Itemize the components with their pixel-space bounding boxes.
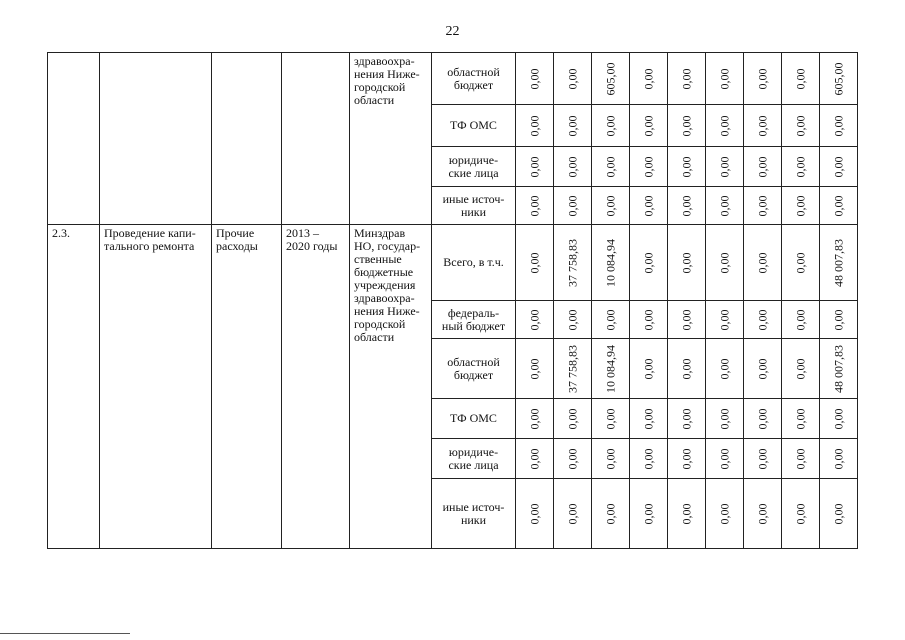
funding-source-cell [432,399,516,439]
value-text: 0,00 [793,195,807,216]
value-cell [630,439,668,479]
value-text: 0,00 [679,115,693,136]
funding-source-label: ские лица [448,457,499,472]
value-text: 0,00 [717,448,731,469]
executor-cell-line: области [354,330,395,344]
value-text: 0,00 [565,68,579,89]
value-text: 0,00 [565,156,579,177]
value-text: 0,00 [755,503,769,524]
value-cell [782,187,820,225]
value-text: 0,00 [755,309,769,330]
value-text: 0,00 [679,68,693,89]
item-name-cell-line: тального ремонта [104,239,195,253]
value-text: 0,00 [793,358,807,379]
value-cell [592,479,630,549]
value-text: 0,00 [603,503,617,524]
executor-cell-line: здравоохра- [354,291,415,305]
value-text: 0,00 [755,448,769,469]
value-text: 0,00 [831,309,845,330]
value-text: 0,00 [527,309,541,330]
funding-source-cell [432,479,516,549]
executor-cell-line: области [354,93,395,107]
item-category-cell-line: расходы [216,239,258,253]
funding-source-cell [432,225,516,301]
value-text: 0,00 [831,195,845,216]
value-cell [782,479,820,549]
value-cell [668,105,706,147]
item-period-cell-line: 2020 годы [286,239,338,253]
value-cell [782,439,820,479]
value-cell [820,399,858,439]
value-text: 0,00 [565,195,579,216]
value-text: 0,00 [793,252,807,273]
value-cell [820,187,858,225]
executor-cell-line: нения Ниже- [354,67,420,81]
value-cell [554,53,592,105]
value-text: 0,00 [527,408,541,429]
value-text: 0,00 [603,408,617,429]
footer-line [0,633,130,634]
value-cell [744,301,782,339]
value-cell [592,105,630,147]
value-cell [706,187,744,225]
value-text: 0,00 [717,156,731,177]
value-text: 0,00 [793,156,807,177]
value-cell [820,105,858,147]
value-cell [554,339,592,399]
funding-source-cell [432,301,516,339]
value-cell [516,301,554,339]
value-cell [706,301,744,339]
value-cell [706,147,744,187]
funding-source-label: областной [447,354,500,369]
value-text: 0,00 [527,358,541,379]
value-text: 0,00 [717,309,731,330]
value-cell [516,187,554,225]
value-cell [554,105,592,147]
item-name-cell-line: Проведение капи- [104,226,196,240]
value-cell [554,399,592,439]
value-text: 0,00 [679,358,693,379]
executor-cell [350,225,432,549]
value-cell [554,147,592,187]
value-text: 0,00 [527,448,541,469]
table-row [48,53,858,105]
item-number-cell-line: 2.3. [52,226,70,240]
value-text: 0,00 [793,309,807,330]
value-text: 0,00 [679,195,693,216]
category-cell-empty [212,53,282,225]
value-cell [744,339,782,399]
executor-cell-line: городской [354,317,406,331]
value-text: 605,00 [831,62,845,95]
value-text: 0,00 [527,115,541,136]
value-text: 0,00 [603,448,617,469]
funding-source-cell [432,105,516,147]
value-cell [630,53,668,105]
value-cell [706,105,744,147]
item-period-cell [282,225,350,549]
value-text: 0,00 [793,448,807,469]
value-cell [554,225,592,301]
item-number-cell [48,225,100,549]
value-cell [630,339,668,399]
value-text: 0,00 [793,408,807,429]
value-cell [744,147,782,187]
value-cell [744,479,782,549]
value-cell [516,479,554,549]
value-text: 0,00 [717,358,731,379]
value-cell [744,399,782,439]
value-cell [630,399,668,439]
value-cell [554,187,592,225]
value-cell [820,225,858,301]
value-text: 0,00 [527,252,541,273]
value-text: 0,00 [755,68,769,89]
value-text: 0,00 [603,115,617,136]
value-text: 0,00 [641,448,655,469]
value-text: 0,00 [717,195,731,216]
executor-cell-line: бюджетные [354,265,414,279]
value-cell [630,147,668,187]
value-text: 0,00 [527,503,541,524]
value-cell [630,105,668,147]
value-text: 48 007,83 [831,344,845,393]
value-cell [820,339,858,399]
executor-cell [350,53,432,225]
value-cell [782,147,820,187]
value-text: 0,00 [565,408,579,429]
value-cell [592,187,630,225]
value-cell [592,225,630,301]
value-text: 0,00 [565,448,579,469]
executor-cell-line: Минздрав [354,226,406,240]
funding-source-label: областной бюджет [447,64,500,92]
value-text: 605,00 [603,62,617,95]
value-cell [706,225,744,301]
funding-source-cell [432,53,516,105]
value-text: 0,00 [641,156,655,177]
value-cell [782,399,820,439]
value-text: 0,00 [603,156,617,177]
value-text: 0,00 [717,252,731,273]
value-text: 0,00 [831,115,845,136]
value-cell [820,301,858,339]
value-text: 0,00 [679,309,693,330]
value-cell [706,439,744,479]
value-cell [706,479,744,549]
funding-source-label: ники [460,512,487,527]
value-text: 0,00 [755,156,769,177]
value-text: 10 084,94 [603,344,617,393]
value-text: 0,00 [641,115,655,136]
executor-cell-line: нения Ниже- [354,304,420,318]
value-cell [744,439,782,479]
funding-source-label: ские лица [448,165,499,180]
funding-source-label: иные источ- [442,499,505,514]
value-text: 0,00 [641,195,655,216]
value-text: 37 758,83 [565,238,579,287]
executor-cell-line: городской [354,80,406,94]
value-text: 0,00 [641,68,655,89]
value-cell [820,479,858,549]
funding-source-label: федераль- [447,305,500,320]
value-cell [820,439,858,479]
value-text: 0,00 [831,408,845,429]
value-cell [668,399,706,439]
value-text: 0,00 [527,156,541,177]
value-text: 0,00 [641,408,655,429]
value-cell [668,225,706,301]
value-text: 0,00 [641,309,655,330]
value-text: 0,00 [679,252,693,273]
value-text: 0,00 [755,252,769,273]
page-number: 22 [445,24,460,39]
value-text: 0,00 [717,115,731,136]
value-cell [668,187,706,225]
executor-cell-line: учреждения [354,278,416,292]
value-cell [592,301,630,339]
value-cell [706,399,744,439]
value-text: 0,00 [679,156,693,177]
value-text: 0,00 [565,309,579,330]
period-cell-empty [282,53,350,225]
value-text: 0,00 [831,503,845,524]
value-cell [782,53,820,105]
value-text: 0,00 [755,195,769,216]
value-text: 0,00 [717,408,731,429]
value-cell [744,187,782,225]
value-cell [668,439,706,479]
value-cell [706,339,744,399]
value-cell [744,225,782,301]
value-text: 0,00 [603,195,617,216]
value-cell [592,53,630,105]
value-cell [516,339,554,399]
table-body [48,53,858,549]
value-cell [516,53,554,105]
value-text: 0,00 [641,358,655,379]
value-cell [668,147,706,187]
value-text: 0,00 [679,448,693,469]
funding-source-cell [432,187,516,225]
value-text: 0,00 [793,503,807,524]
value-cell [782,105,820,147]
value-text: 48 007,83 [831,238,845,287]
value-cell [668,339,706,399]
value-cell [630,225,668,301]
value-text: 0,00 [679,503,693,524]
funding-source-label: Всего, в т.ч. [443,255,504,269]
value-text: 0,00 [641,252,655,273]
executor-cell-line: здравоохра- [354,54,415,68]
funding-source-label: юридиче- [448,152,499,167]
value-text: 0,00 [679,408,693,429]
value-cell [668,301,706,339]
budget-table [47,52,858,549]
name-cell-empty [100,53,212,225]
item-category-cell [212,225,282,549]
value-text: 0,00 [527,195,541,216]
value-cell [744,105,782,147]
value-cell [516,147,554,187]
funding-source-label: ный бюджет [441,318,506,333]
item-category-cell-line: Прочие [216,226,255,240]
value-cell [554,301,592,339]
funding-source-label: ТФ ОМС [450,118,497,132]
value-text: 0,00 [831,448,845,469]
value-cell [668,479,706,549]
executor-cell-line: НО, государ- [354,239,421,253]
value-cell [592,339,630,399]
value-text: 0,00 [527,68,541,89]
value-text: 0,00 [565,503,579,524]
value-text: 0,00 [755,408,769,429]
funding-source-label: иные источ- [442,191,505,206]
value-cell [668,53,706,105]
value-cell [592,147,630,187]
value-cell [592,399,630,439]
value-cell [630,479,668,549]
value-cell [782,339,820,399]
value-cell [820,147,858,187]
value-cell [516,399,554,439]
value-text: 0,00 [565,115,579,136]
value-cell [630,301,668,339]
value-cell [554,479,592,549]
value-cell [706,53,744,105]
executor-cell-line: ственные [354,252,402,266]
value-cell [630,187,668,225]
funding-source-label: ТФ ОМС [450,411,497,425]
item-period-cell-line: 2013 – [286,226,319,240]
funding-source-cell [432,147,516,187]
value-cell [554,439,592,479]
value-text: 0,00 [603,309,617,330]
funding-source-cell [432,439,516,479]
funding-source-cell [432,339,516,399]
funding-source-label: бюджет [453,367,494,382]
funding-source-label: ники [460,204,487,219]
value-text: 0,00 [793,115,807,136]
table-row [48,225,858,301]
value-text: 0,00 [717,503,731,524]
value-text: 0,00 [641,503,655,524]
value-cell [820,53,858,105]
value-text: 0,00 [755,358,769,379]
value-cell [516,225,554,301]
value-cell [744,53,782,105]
value-cell [516,439,554,479]
value-text: 0,00 [831,156,845,177]
funding-source-label: юридиче- [448,444,499,459]
value-text: 10 084,94 [603,238,617,287]
value-text: 0,00 [717,68,731,89]
value-cell [516,105,554,147]
value-cell [782,301,820,339]
value-text: 0,00 [755,115,769,136]
number-cell-empty [48,53,100,225]
value-text: 37 758,83 [565,344,579,393]
value-cell [782,225,820,301]
value-cell [592,439,630,479]
value-text: 0,00 [793,68,807,89]
item-name-cell [100,225,212,549]
